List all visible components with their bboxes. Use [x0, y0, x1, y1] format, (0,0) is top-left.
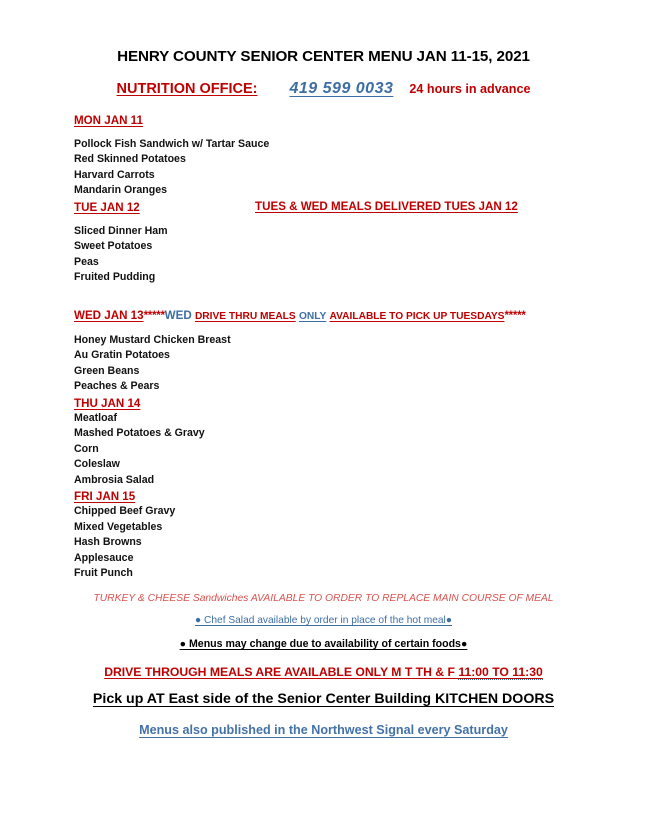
pickup-tuesdays-label: AVAILABLE TO PICK UP TUESDAYS	[329, 310, 505, 322]
menu-item: Red Skinned Potatoes	[74, 153, 186, 166]
spacer	[74, 286, 634, 308]
menu-item: Sliced Dinner Ham	[74, 224, 168, 237]
menu-item: Fruited Pudding	[74, 271, 156, 284]
page-title: HENRY COUNTY SENIOR CENTER MENU JAN 11-15, 2021	[117, 48, 530, 65]
drive-through-prefix: DRIVE THROUGH MEALS ARE AVAILABLE ONLY M T TH & F	[104, 665, 459, 679]
menu-item: Chipped Beef Gravy	[74, 505, 176, 518]
drive-through-time: 11:00 TO 11:30	[458, 665, 543, 679]
menu-item: Meatloaf	[74, 411, 117, 424]
pickup-location-note: Pick up AT East side of the Senior Center Building KITCHEN DOORS	[92, 691, 555, 707]
drive-thru-label: DRIVE THRU MEALS	[194, 310, 296, 322]
delivery-note: TUES & WED MEALS DELIVERED TUES JAN 12	[255, 199, 518, 213]
menu-item: Mashed Potatoes & Gravy	[74, 427, 205, 440]
menu-item: Applesauce	[74, 551, 134, 564]
contact-row	[0, 80, 647, 98]
day-heading-thu: THU JAN 14	[74, 396, 141, 410]
advance-notice: 24 hours in advance	[409, 82, 531, 96]
drive-through-hours	[104, 665, 543, 680]
stars-left: *****	[143, 308, 165, 322]
menu-item: Au Gratin Potatoes	[74, 349, 170, 362]
stars-right: *****	[504, 308, 526, 322]
menu-item: Peaches & Pears	[74, 380, 160, 393]
published-note: Menus also published in the Northwest Signal every Saturday	[139, 723, 508, 737]
day-heading-fri: FRI JAN 15	[74, 490, 136, 504]
menu-item: Peas	[74, 255, 99, 268]
nutrition-office-label: NUTRITION OFFICE:	[116, 81, 258, 97]
day-heading-row-thu	[74, 395, 634, 411]
wed-banner-line	[74, 308, 634, 324]
only-label: ONLY	[298, 310, 327, 322]
menu-item: Pollock Fish Sandwich w/ Tartar Sauce	[74, 137, 270, 150]
spacer	[74, 128, 634, 137]
menu-item: Green Beans	[74, 364, 140, 377]
menu-column	[74, 112, 634, 582]
menu-item: Coleslaw	[74, 458, 120, 471]
drive-through-hours-row	[0, 663, 647, 681]
chef-salad-note: ● Chef Salad available by order in place of the hot meal●	[195, 615, 452, 626]
day-heading-row-tue	[74, 199, 634, 215]
chef-salad-note-row	[0, 610, 647, 628]
day-heading-mon: MON JAN 11	[74, 114, 143, 127]
menus-change-note-row	[0, 634, 647, 652]
turkey-cheese-note: TURKEY & CHEESE Sandwiches AVAILABLE TO ORDER TO REPLACE MAIN COURSE OF MEAL	[93, 593, 554, 604]
spacer	[74, 324, 634, 333]
day-heading-row-fri	[74, 488, 634, 504]
menu-item: Hash Browns	[74, 536, 142, 549]
menu-item: Corn	[74, 442, 99, 455]
pickup-location-row	[0, 690, 647, 708]
day-heading-tue: TUE JAN 12	[74, 200, 140, 214]
phone-number: 419 599 0033	[289, 80, 394, 97]
wed-word: WED	[164, 308, 192, 322]
spacer	[74, 215, 634, 224]
menu-item: Sweet Potatoes	[74, 240, 153, 253]
menu-item: Mixed Vegetables	[74, 520, 163, 533]
day-heading-wed: WED JAN 13	[74, 308, 144, 322]
menu-item: Mandarin Oranges	[74, 184, 168, 197]
menu-item: Honey Mustard Chicken Breast	[74, 333, 231, 346]
published-note-row	[0, 721, 647, 739]
menu-item: Harvard Carrots	[74, 168, 155, 181]
menu-item: Ambrosia Salad	[74, 473, 155, 486]
menus-change-note: ● Menus may change due to availability of certain foods●	[179, 638, 468, 650]
menu-item: Fruit Punch	[74, 567, 133, 580]
day-heading-row-mon	[74, 112, 634, 128]
